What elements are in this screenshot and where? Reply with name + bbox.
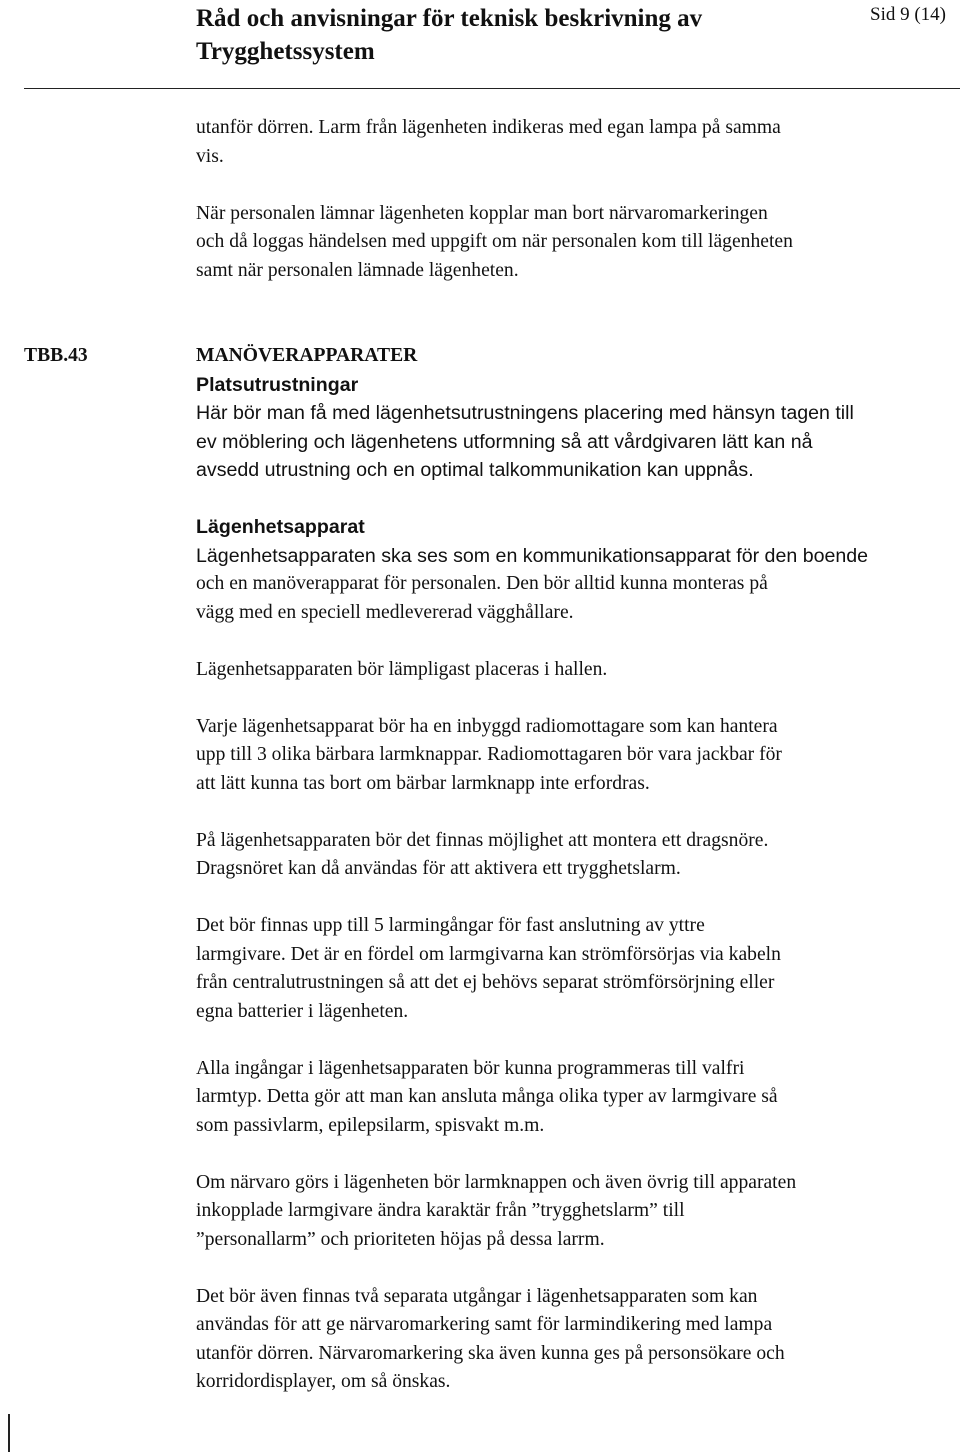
body-line: inkopplade larmgivare ändra karaktär från ”trygghetslarm” till	[196, 1200, 685, 1221]
body-line: utanför dörren. Närvaromarkering ska även kunna ges på personsökare och	[196, 1342, 785, 1364]
header-divider	[24, 88, 960, 89]
body-line: larmgivare. Det är en fördel om larmgivarna kan strömförsörjas via kabeln	[196, 943, 781, 965]
body-line: Alla ingångar i lägenhetsapparaten bör kunna programmeras till valfri	[196, 1057, 745, 1079]
document-title	[196, 2, 836, 68]
body-line: Dragsnöret kan då användas för att aktivera ett trygghetslarm.	[196, 858, 681, 879]
margin-bar	[8, 1414, 10, 1452]
body-line: vägg med en speciell medlevererad vägghållare.	[196, 601, 574, 623]
body-line: som passivlarm, epilepsilarm, spisvakt m.m.	[196, 1114, 545, 1136]
body-line: Lägenhetsapparaten bör lämpligast placeras i hallen.	[196, 658, 608, 680]
body-line: upp till 3 olika bärbara larmknappar. Radiomottagaren bör vara jackbar för	[196, 744, 782, 765]
body-line: Varje lägenhetsapparat bör ha en inbyggd radiomottagare som kan hantera	[196, 715, 778, 737]
body-line: ”personallarm” och prioriteten höjas på dessa larrm.	[196, 1228, 605, 1250]
intro-line: samt när personalen lämnade lägenheten.	[196, 259, 519, 281]
body-line: larmtyp. Detta gör att man kan ansluta många olika typer av larmgivare så	[196, 1086, 778, 1107]
body-line: På lägenhetsapparaten bör det finnas möjlighet att montera ett dragsnöre.	[196, 829, 769, 851]
intro-line: utanför dörren. Larm från lägenheten indikeras med egan lampa på samma	[196, 117, 781, 138]
body-line: och en manöverapparat för personalen. Den bör alltid kunna monteras på	[196, 573, 768, 594]
body-line: korridordisplayer, om så önskas.	[196, 1371, 451, 1392]
body-line: Här bör man få med lägenhetsutrustningens placering med hänsyn tagen till	[196, 402, 854, 424]
section-code: TBB.43	[24, 345, 88, 366]
section-heading: MANÖVERAPPARATER	[196, 345, 418, 366]
body-line: Det bör även finnas två separata utgångar i lägenhetsapparaten som kan	[196, 1285, 758, 1307]
body-line: Det bör finnas upp till 5 larmingångar för fast anslutning av yttre	[196, 915, 705, 936]
body-line: användas för att ge närvaromarkering samt för larmindikering med lampa	[196, 1314, 773, 1335]
document-title-line2: Trygghetssystem	[196, 38, 375, 65]
intro-line: och då loggas händelsen med uppgift om när personalen kom till lägenheten	[196, 231, 793, 252]
intro-line: vis.	[196, 145, 224, 167]
body-line: från centralutrustningen så att det ej behövs separat strömförsörjning eller	[196, 972, 775, 993]
body-line: avsedd utrustning och en optimal talkommunikation kan uppnås.	[196, 459, 754, 481]
body-line: egna batterier i lägenheten.	[196, 1000, 409, 1022]
body-line: Lägenhetsapparaten ska ses som en kommunikationsapparat för den boende	[196, 544, 869, 567]
body-line: Om närvaro görs i lägenheten bör larmknappen och även övrig till apparaten	[196, 1171, 797, 1193]
subheading-platsutrustningar: Platsutrustningar	[196, 373, 359, 396]
subheading-lagenhetsapparat: Lägenhetsapparat	[196, 516, 365, 538]
page-number: Sid 9 (14)	[870, 4, 946, 25]
document-body	[196, 114, 956, 1397]
body-line: att lätt kunna tas bort om bärbar larmknapp inte erfordras.	[196, 772, 650, 794]
body-line: ev möblering och lägenhetens utformning så att vårdgivaren lätt kan nå	[196, 430, 813, 453]
document-title-line1: Råd och anvisningar för teknisk beskrivning av	[196, 5, 703, 32]
intro-line: När personalen lämnar lägenheten kopplar man bort närvaromarkeringen	[196, 202, 768, 224]
